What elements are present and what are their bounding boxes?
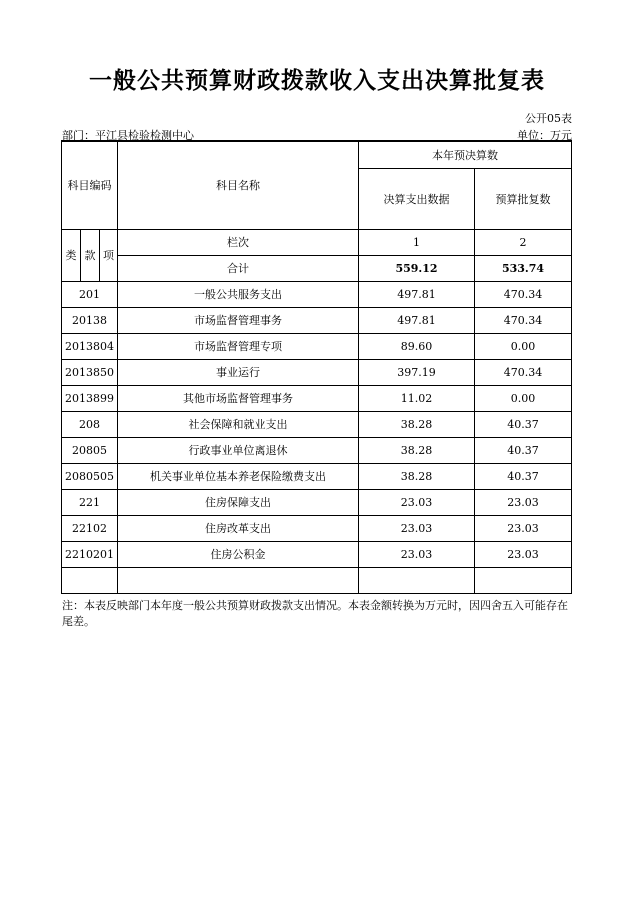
header-approved-budget: 预算批复数 xyxy=(475,168,572,229)
subject-code: 2210201 xyxy=(62,541,118,567)
subject-code: 2013804 xyxy=(62,333,118,359)
total-label: 合计 xyxy=(118,255,359,281)
actual-expenditure: 89.60 xyxy=(359,333,475,359)
subject-code: 221 xyxy=(62,489,118,515)
header-lanci: 栏次 xyxy=(118,229,359,255)
table-row xyxy=(62,515,572,541)
table-row xyxy=(62,541,572,567)
subject-name: 住房改革支出 xyxy=(118,515,359,541)
subject-code: 20805 xyxy=(62,437,118,463)
subject-name: 行政事业单位离退休 xyxy=(118,437,359,463)
subject-name: 住房公积金 xyxy=(118,541,359,567)
lanci-1: 1 xyxy=(359,229,475,255)
table-row xyxy=(62,385,572,411)
approved-budget: 0.00 xyxy=(475,333,572,359)
empty-row xyxy=(62,567,572,593)
header-xiang: 项 xyxy=(100,229,118,281)
approved-budget: 40.37 xyxy=(475,411,572,437)
subject-name: 其他市场监督管理事务 xyxy=(118,385,359,411)
empty-cell xyxy=(475,567,572,593)
unit-label: 单位：万元 xyxy=(517,129,572,142)
total-actual: 559.12 xyxy=(359,255,475,281)
subject-code: 208 xyxy=(62,411,118,437)
empty-cell xyxy=(62,567,118,593)
lanci-2: 2 xyxy=(475,229,572,255)
subject-code: 2080505 xyxy=(62,463,118,489)
actual-expenditure: 38.28 xyxy=(359,411,475,437)
subject-code: 20138 xyxy=(62,307,118,333)
budget-table xyxy=(61,140,572,594)
subject-name: 机关事业单位基本养老保险缴费支出 xyxy=(118,463,359,489)
approved-budget: 23.03 xyxy=(475,489,572,515)
header-actual-expenditure: 决算支出数据 xyxy=(359,168,475,229)
actual-expenditure: 23.03 xyxy=(359,541,475,567)
header-subject-code: 科目编码 xyxy=(62,141,118,229)
subject-name: 社会保障和就业支出 xyxy=(118,411,359,437)
actual-expenditure: 38.28 xyxy=(359,437,475,463)
subject-code: 22102 xyxy=(62,515,118,541)
actual-expenditure: 38.28 xyxy=(359,463,475,489)
approved-budget: 23.03 xyxy=(475,515,572,541)
table-row xyxy=(62,411,572,437)
table-row xyxy=(62,333,572,359)
approved-budget: 0.00 xyxy=(475,385,572,411)
table-row xyxy=(62,359,572,385)
department-label: 部门：平江县检验检测中心 xyxy=(62,129,194,142)
subject-name: 事业运行 xyxy=(118,359,359,385)
subject-name: 住房保障支出 xyxy=(118,489,359,515)
header-subject-name: 科目名称 xyxy=(118,141,359,229)
empty-cell xyxy=(359,567,475,593)
actual-expenditure: 23.03 xyxy=(359,515,475,541)
approved-budget: 40.37 xyxy=(475,437,572,463)
header-annual-amounts: 本年预决算数 xyxy=(359,141,572,168)
actual-expenditure: 11.02 xyxy=(359,385,475,411)
subject-name: 一般公共服务支出 xyxy=(118,281,359,307)
header-kuan: 款 xyxy=(81,229,100,281)
table-row xyxy=(62,307,572,333)
subject-name: 市场监督管理事务 xyxy=(118,307,359,333)
table-row xyxy=(62,281,572,307)
actual-expenditure: 497.81 xyxy=(359,307,475,333)
subject-code: 2013899 xyxy=(62,385,118,411)
form-number: 公开05表 xyxy=(525,112,572,125)
actual-expenditure: 23.03 xyxy=(359,489,475,515)
approved-budget: 470.34 xyxy=(475,359,572,385)
subject-name: 市场监督管理专项 xyxy=(118,333,359,359)
table-row xyxy=(62,437,572,463)
empty-cell xyxy=(118,567,359,593)
header-lei: 类 xyxy=(62,229,81,281)
page-title: 一般公共预算财政拨款收入支出决算批复表 xyxy=(89,68,545,94)
approved-budget: 470.34 xyxy=(475,281,572,307)
table-row xyxy=(62,489,572,515)
approved-budget: 470.34 xyxy=(475,307,572,333)
subject-code: 2013850 xyxy=(62,359,118,385)
table-row xyxy=(62,463,572,489)
approved-budget: 23.03 xyxy=(475,541,572,567)
subject-code: 201 xyxy=(62,281,118,307)
total-budget: 533.74 xyxy=(475,255,572,281)
actual-expenditure: 497.81 xyxy=(359,281,475,307)
approved-budget: 40.37 xyxy=(475,463,572,489)
actual-expenditure: 397.19 xyxy=(359,359,475,385)
footnote: 注：本表反映部门本年度一般公共预算财政拨款支出情况。本表金额转换为万元时，因四舍五入可能存在尾差。 xyxy=(62,599,568,628)
